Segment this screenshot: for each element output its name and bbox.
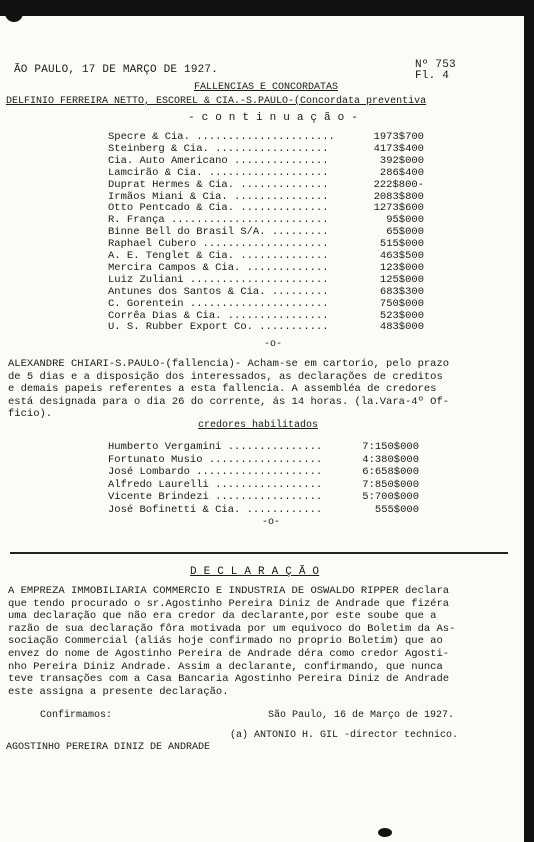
creditor-name: U. S. Rubber Export Co. ...........	[108, 321, 329, 334]
fallencia-line: e demais papeis referentes a esta fallencia. A assembléa de credores	[8, 383, 437, 395]
fallencia-line: está designada para o dia 26 do corrente, ás 14 horas. (la.Vara-4º Of-	[8, 395, 450, 408]
header-number: Nº 753	[415, 59, 456, 71]
declaracao-line: teve transações com a Casa Bancaria Agostinho Pereira Diniz de Andrade	[8, 673, 450, 686]
credit-value: 7:850$000	[362, 478, 419, 491]
credit-value: 286$400	[379, 166, 424, 179]
creditor-name: Fortunato Musio ..................	[108, 453, 323, 466]
declaracao-title: D E C L A R A Ç Ã O	[190, 566, 320, 578]
creditor-name: Lamcirão & Cia. ...................	[108, 166, 329, 179]
credor-row	[0, 454, 534, 467]
scan-border-right	[524, 0, 534, 842]
credores-title: credores habilitados	[198, 420, 319, 431]
credit-value: 515$000	[379, 238, 424, 251]
section-divider	[10, 552, 508, 554]
credit-value: 4173$400	[373, 142, 424, 155]
credit-value: 683$300	[379, 285, 424, 298]
creditor-name: Mercira Campos & Cia. .............	[108, 261, 329, 274]
credit-value: 2083$800	[373, 190, 424, 203]
fallencia-line: de 5 dias e a disposição dos interessados, as declarações de creditos	[8, 370, 443, 383]
creditor-name: José Bofinetti & Cia. ............	[108, 503, 323, 516]
declaracao-line: A EMPREZA IMMOBILIARIA COMMERCIO E INDUSTRIA DE OSWALDO RIPPER declara	[8, 585, 450, 597]
credor-row	[0, 491, 534, 504]
creditor-name: Raphael Cubero ....................	[108, 238, 329, 251]
credit-value: 392$000	[379, 154, 424, 167]
confirmamos-label: Confirmamos:	[40, 710, 113, 721]
header-place-date: ÃO PAULO, 17 DE MARÇO DE 1927.	[14, 64, 219, 76]
creditor-name: Cia. Auto Americano ...............	[108, 154, 329, 167]
section-title: FALLENCIAS E CONCORDATAS	[194, 82, 339, 93]
declaracao-line: envez do nome de Agostinho Pereira de Andrade déra como credor Agosti-	[8, 648, 450, 660]
declaracao-line: nho Pereira Diniz Andrade. Assim a declarante, confirmando, que nunca	[8, 660, 443, 673]
credit-value: 555$000	[374, 503, 419, 516]
ink-blot	[378, 828, 392, 837]
fallencia-line: ficio).	[8, 408, 53, 420]
creditor-name: A. E. Tenglet & Cia. ..............	[108, 250, 329, 262]
header-folio: Fl. 4	[415, 70, 450, 82]
declaracao-line: razão de sua declaração fôra motivada por um equivoco do Boletim da As-	[8, 622, 456, 635]
credit-value: 222$800-	[373, 178, 424, 191]
creditor-name: Specre & Cia. ......................	[108, 131, 335, 143]
creditor-name: Luiz Zuliani ......................	[108, 273, 329, 286]
scan-border-top	[0, 0, 534, 16]
declaracao-date: São Paulo, 16 de Março de 1927.	[268, 710, 455, 721]
credit-value: 125$000	[379, 273, 424, 286]
credit-value: 1973$700	[373, 131, 424, 143]
declaracao-signature: (a) ANTONIO H. GIL -director technico.	[230, 730, 459, 741]
creditor-name: Humberto Vergamini ...............	[108, 441, 323, 453]
fallencia-line: ALEXANDRE CHIARI-S.PAULO-(fallencia)- Acham-se em cartorio, pelo prazo	[8, 358, 450, 370]
creditor-row	[0, 321, 534, 335]
credit-value: 750$000	[379, 297, 424, 310]
creditor-name: Irmãos Miani & Cia. ...............	[108, 190, 329, 203]
credit-value: 6:658$000	[362, 466, 419, 478]
credit-value: 95$000	[386, 214, 424, 227]
creditor-name: Steinberg & Cia. ..................	[108, 142, 329, 155]
declaracao-line: sociação Commercial (aliás hoje confirmado no proprio Boletim) que ao	[8, 635, 443, 648]
creditor-name: Corrêa Dias & Cia. ................	[108, 309, 329, 322]
creditor-name: Alfredo Laurelli .................	[108, 478, 323, 491]
declaracao-line: este assigna a presente declaração.	[8, 685, 229, 698]
concordata-subtitle: - c o n t i n u a ç ã o -	[188, 112, 359, 124]
creditor-name: Duprat Hermes & Cia. ..............	[108, 178, 329, 191]
declaracao-line: que tendo procurado o sr.Agostinho Pereira Diniz de Andrade que fizéra	[8, 597, 450, 610]
creditor-name: Vicente Brindezi .................	[108, 491, 323, 503]
declaracao-line: uma declaração que não era credor da declarante,por este soube que a	[8, 610, 437, 623]
credor-row	[0, 504, 534, 517]
credit-value: 463$500	[379, 250, 424, 262]
creditor-name: José Lombardo ....................	[108, 466, 323, 478]
creditor-name: Otto Pentcado & Cia. ..............	[108, 202, 329, 215]
credit-value: 123$000	[379, 261, 424, 274]
concordata-title: DELFINIO FERREIRA NETTO, ESCOREL & CIA.-S.PAULO-(Concordata preventiva	[6, 96, 427, 107]
credor-row	[0, 441, 534, 454]
creditor-name: Antunes dos Santos & Cia. .........	[108, 285, 329, 298]
credit-value: 483$000	[379, 321, 424, 334]
ink-blot	[5, 4, 23, 22]
credor-row	[0, 479, 534, 492]
concordata-end-mark: -o-	[264, 339, 283, 350]
fallencia-end-mark: -o-	[262, 517, 281, 528]
credit-value: 4:380$000	[362, 453, 419, 466]
credit-value: 5:700$000	[362, 491, 419, 503]
creditor-name: R. França .........................	[108, 214, 329, 227]
credit-value: 523$000	[379, 309, 424, 322]
agostinho-name: AGOSTINHO PEREIRA DINIZ DE ANDRADE	[6, 742, 211, 753]
creditor-name: Binne Bell do Brasil S/A. .........	[108, 226, 329, 239]
creditor-name: C. Gorentein ......................	[108, 297, 329, 310]
credit-value: 7:150$000	[362, 441, 419, 453]
credit-value: 65$000	[386, 226, 424, 239]
credor-row	[0, 466, 534, 479]
credit-value: 1273$600	[373, 202, 424, 215]
